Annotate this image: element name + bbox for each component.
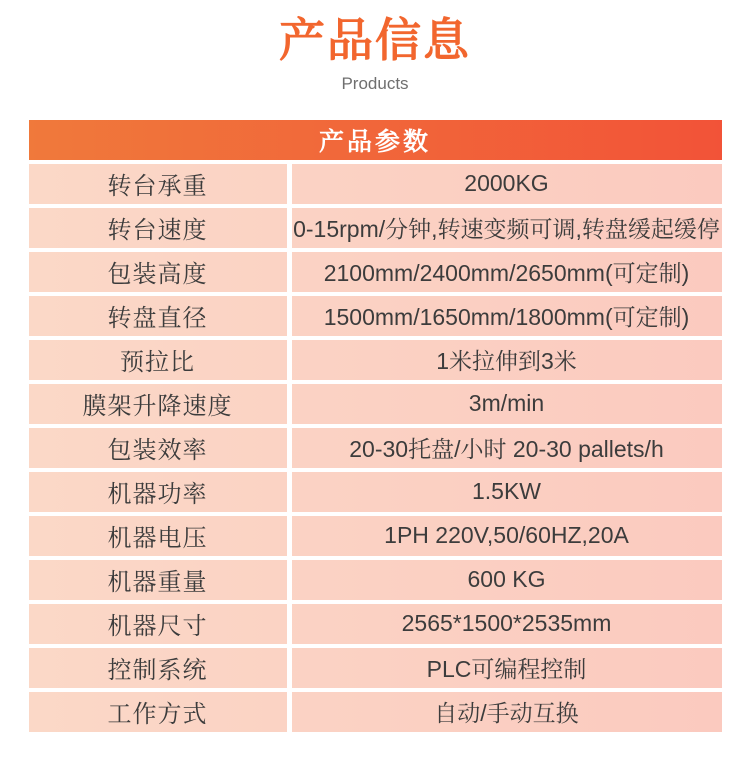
param-value: 1.5KW [471, 478, 542, 505]
param-value: 1PH 220V,50/60HZ,20A [384, 522, 629, 549]
table-row [29, 296, 722, 336]
param-value: 2100mm/2400mm/2650mm(可定制) [323, 260, 690, 287]
table-row [29, 208, 722, 248]
table-row [29, 340, 722, 380]
param-value: 1米拉伸到3米 [436, 348, 577, 375]
param-label: 机器电压 [107, 525, 208, 553]
param-value: 0-15rpm/分钟,转速变频可调,转盘缓起缓停 [293, 216, 720, 243]
param-label: 控制系统 [107, 657, 208, 685]
param-label: 包装高度 [107, 261, 208, 289]
table-row [29, 648, 722, 688]
page-title: 产品信息 [279, 14, 471, 66]
param-label: 机器重量 [107, 569, 208, 597]
param-label: 转台速度 [107, 217, 208, 245]
param-label: 膜架升降速度 [82, 393, 233, 421]
table-row [29, 516, 722, 556]
param-label: 包装效率 [107, 437, 208, 465]
param-value: 3m/min [468, 390, 545, 417]
page-subtitle: Products [341, 73, 409, 93]
table-row [29, 384, 722, 424]
product-parameters-table [29, 120, 722, 732]
param-label: 转台承重 [107, 173, 208, 201]
param-label: 工作方式 [107, 701, 208, 729]
param-value: 600 KG [467, 566, 546, 593]
param-value: 自动/手动互换 [434, 700, 579, 727]
table-row [29, 164, 722, 204]
table-row [29, 604, 722, 644]
param-value: PLC可编程控制 [426, 656, 587, 683]
param-label: 机器功率 [107, 481, 208, 509]
table-body [29, 164, 722, 732]
param-value: 2000KG [464, 170, 549, 197]
param-label: 转盘直径 [107, 305, 208, 333]
table-row [29, 252, 722, 292]
param-value: 20-30托盘/小时 20-30 pallets/h [349, 436, 664, 463]
table-row [29, 428, 722, 468]
param-label: 预拉比 [120, 349, 195, 377]
param-value: 1500mm/1650mm/1800mm(可定制) [323, 304, 690, 331]
table-row [29, 560, 722, 600]
table-header: 产品参数 [29, 120, 722, 160]
param-label: 机器尺寸 [107, 613, 208, 641]
table-row [29, 472, 722, 512]
table-row [29, 692, 722, 732]
param-value: 2565*1500*2535mm [401, 610, 612, 637]
